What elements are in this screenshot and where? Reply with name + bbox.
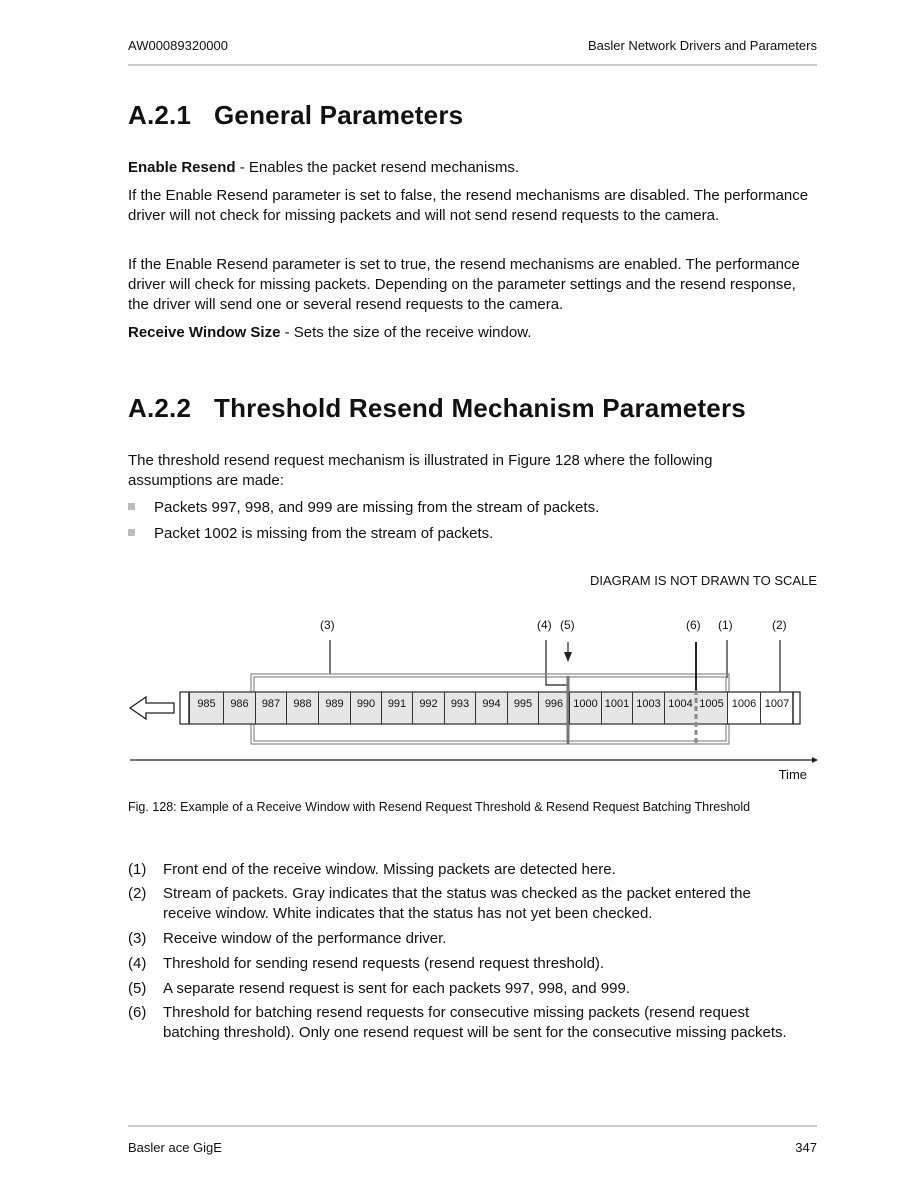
label-5: (5)	[560, 618, 575, 632]
packet-cell: 1004	[664, 692, 696, 724]
legend-item: (5) A separate resend request is sent for each packets 997, 998, and 999.	[128, 980, 630, 997]
legend-item: (3) Receive window of the performance driver.	[128, 930, 447, 947]
product-name: Basler ace GigE	[128, 1140, 222, 1155]
packet-cell: 988	[286, 692, 318, 724]
time-axis-label: Time	[778, 767, 807, 782]
packet-cell: 990	[350, 692, 381, 724]
legend-item: (1) Front end of the receive window. Missing packets are detected here.	[128, 861, 616, 878]
label-1: (1)	[718, 618, 733, 632]
page-number: 347	[795, 1140, 817, 1155]
receive-window-definition: Receive Window Size - Sets the size of the receive window.	[128, 324, 532, 341]
packet-cell: 1007	[760, 692, 793, 724]
enable-resend-definition: Enable Resend - Enables the packet resend mechanisms.	[128, 159, 520, 176]
packet-cell: 992	[412, 692, 444, 724]
legend-item: (2) Stream of packets. Gray indicates that the status was checked as the packet entered the receive window. White indicates that the status has not yet been checked.	[128, 885, 751, 922]
packet-cell: 986	[223, 692, 255, 724]
packet-cell: 989	[318, 692, 350, 724]
footer-divider	[128, 1125, 817, 1127]
label-3: (3)	[320, 618, 335, 632]
packet-cell: 996	[538, 692, 569, 724]
bullet-item: Packets 997, 998, and 999 are missing from the stream of packets.	[128, 498, 599, 518]
page-footer	[128, 1140, 817, 1155]
packet-cell: 993	[444, 692, 475, 724]
packet-cell: 1006	[727, 692, 760, 724]
enable-resend-true-paragraph: If the Enable Resend parameter is set to true, the resend mechanisms are enabled. The performance driver will check for missing packets. Depending on the parameter settings and the resend response, the driver will send one or several resend requests to the camera.	[128, 256, 800, 313]
packet-cell: 987	[255, 692, 286, 724]
label-2: (2)	[772, 618, 787, 632]
legend-item: (6) Threshold for batching resend requests for consecutive missing packets (resend request batching threshold). Only one resend request will be sent for the consecutive missing packets.	[128, 1004, 787, 1041]
legend-item: (4) Threshold for sending resend requests (resend request threshold).	[128, 955, 605, 972]
bullet-item: Packet 1002 is missing from the stream of packets.	[128, 524, 493, 544]
chapter-title: Basler Network Drivers and Parameters	[587, 38, 817, 53]
packet-cell: 994	[475, 692, 507, 724]
threshold-intro: The threshold resend request mechanism is illustrated in Figure 128 where the following assumptions are made:	[128, 452, 713, 489]
packet-cell: 1000	[569, 692, 601, 724]
label-4: (4)	[537, 618, 552, 632]
scale-note: DIAGRAM IS NOT DRAWN TO SCALE	[589, 573, 817, 588]
packet-cell: 1001	[601, 692, 632, 724]
packet-cell: 995	[507, 692, 538, 724]
doc-id: AW00089320000	[128, 38, 228, 53]
enable-resend-false-paragraph: If the Enable Resend parameter is set to false, the resend mechanisms are disabled. The performance driver will not check for missing packets and will not send resend requests to the camera.	[128, 187, 809, 224]
figure-caption: Fig. 128: Example of a Receive Window with Resend Request Threshold & Resend Request Batching Threshold	[128, 800, 751, 814]
packet-cell: 985	[189, 692, 223, 724]
label-6: (6)	[686, 618, 701, 632]
packet-cell: 1003	[632, 692, 664, 724]
packet-cell: 1005	[699, 698, 724, 710]
section-heading-threshold: A.2.2 Threshold Resend Mechanism Parameters	[128, 393, 746, 423]
section-heading-general: A.2.1 General Parameters	[128, 100, 464, 130]
packet-cell: 991	[381, 692, 412, 724]
